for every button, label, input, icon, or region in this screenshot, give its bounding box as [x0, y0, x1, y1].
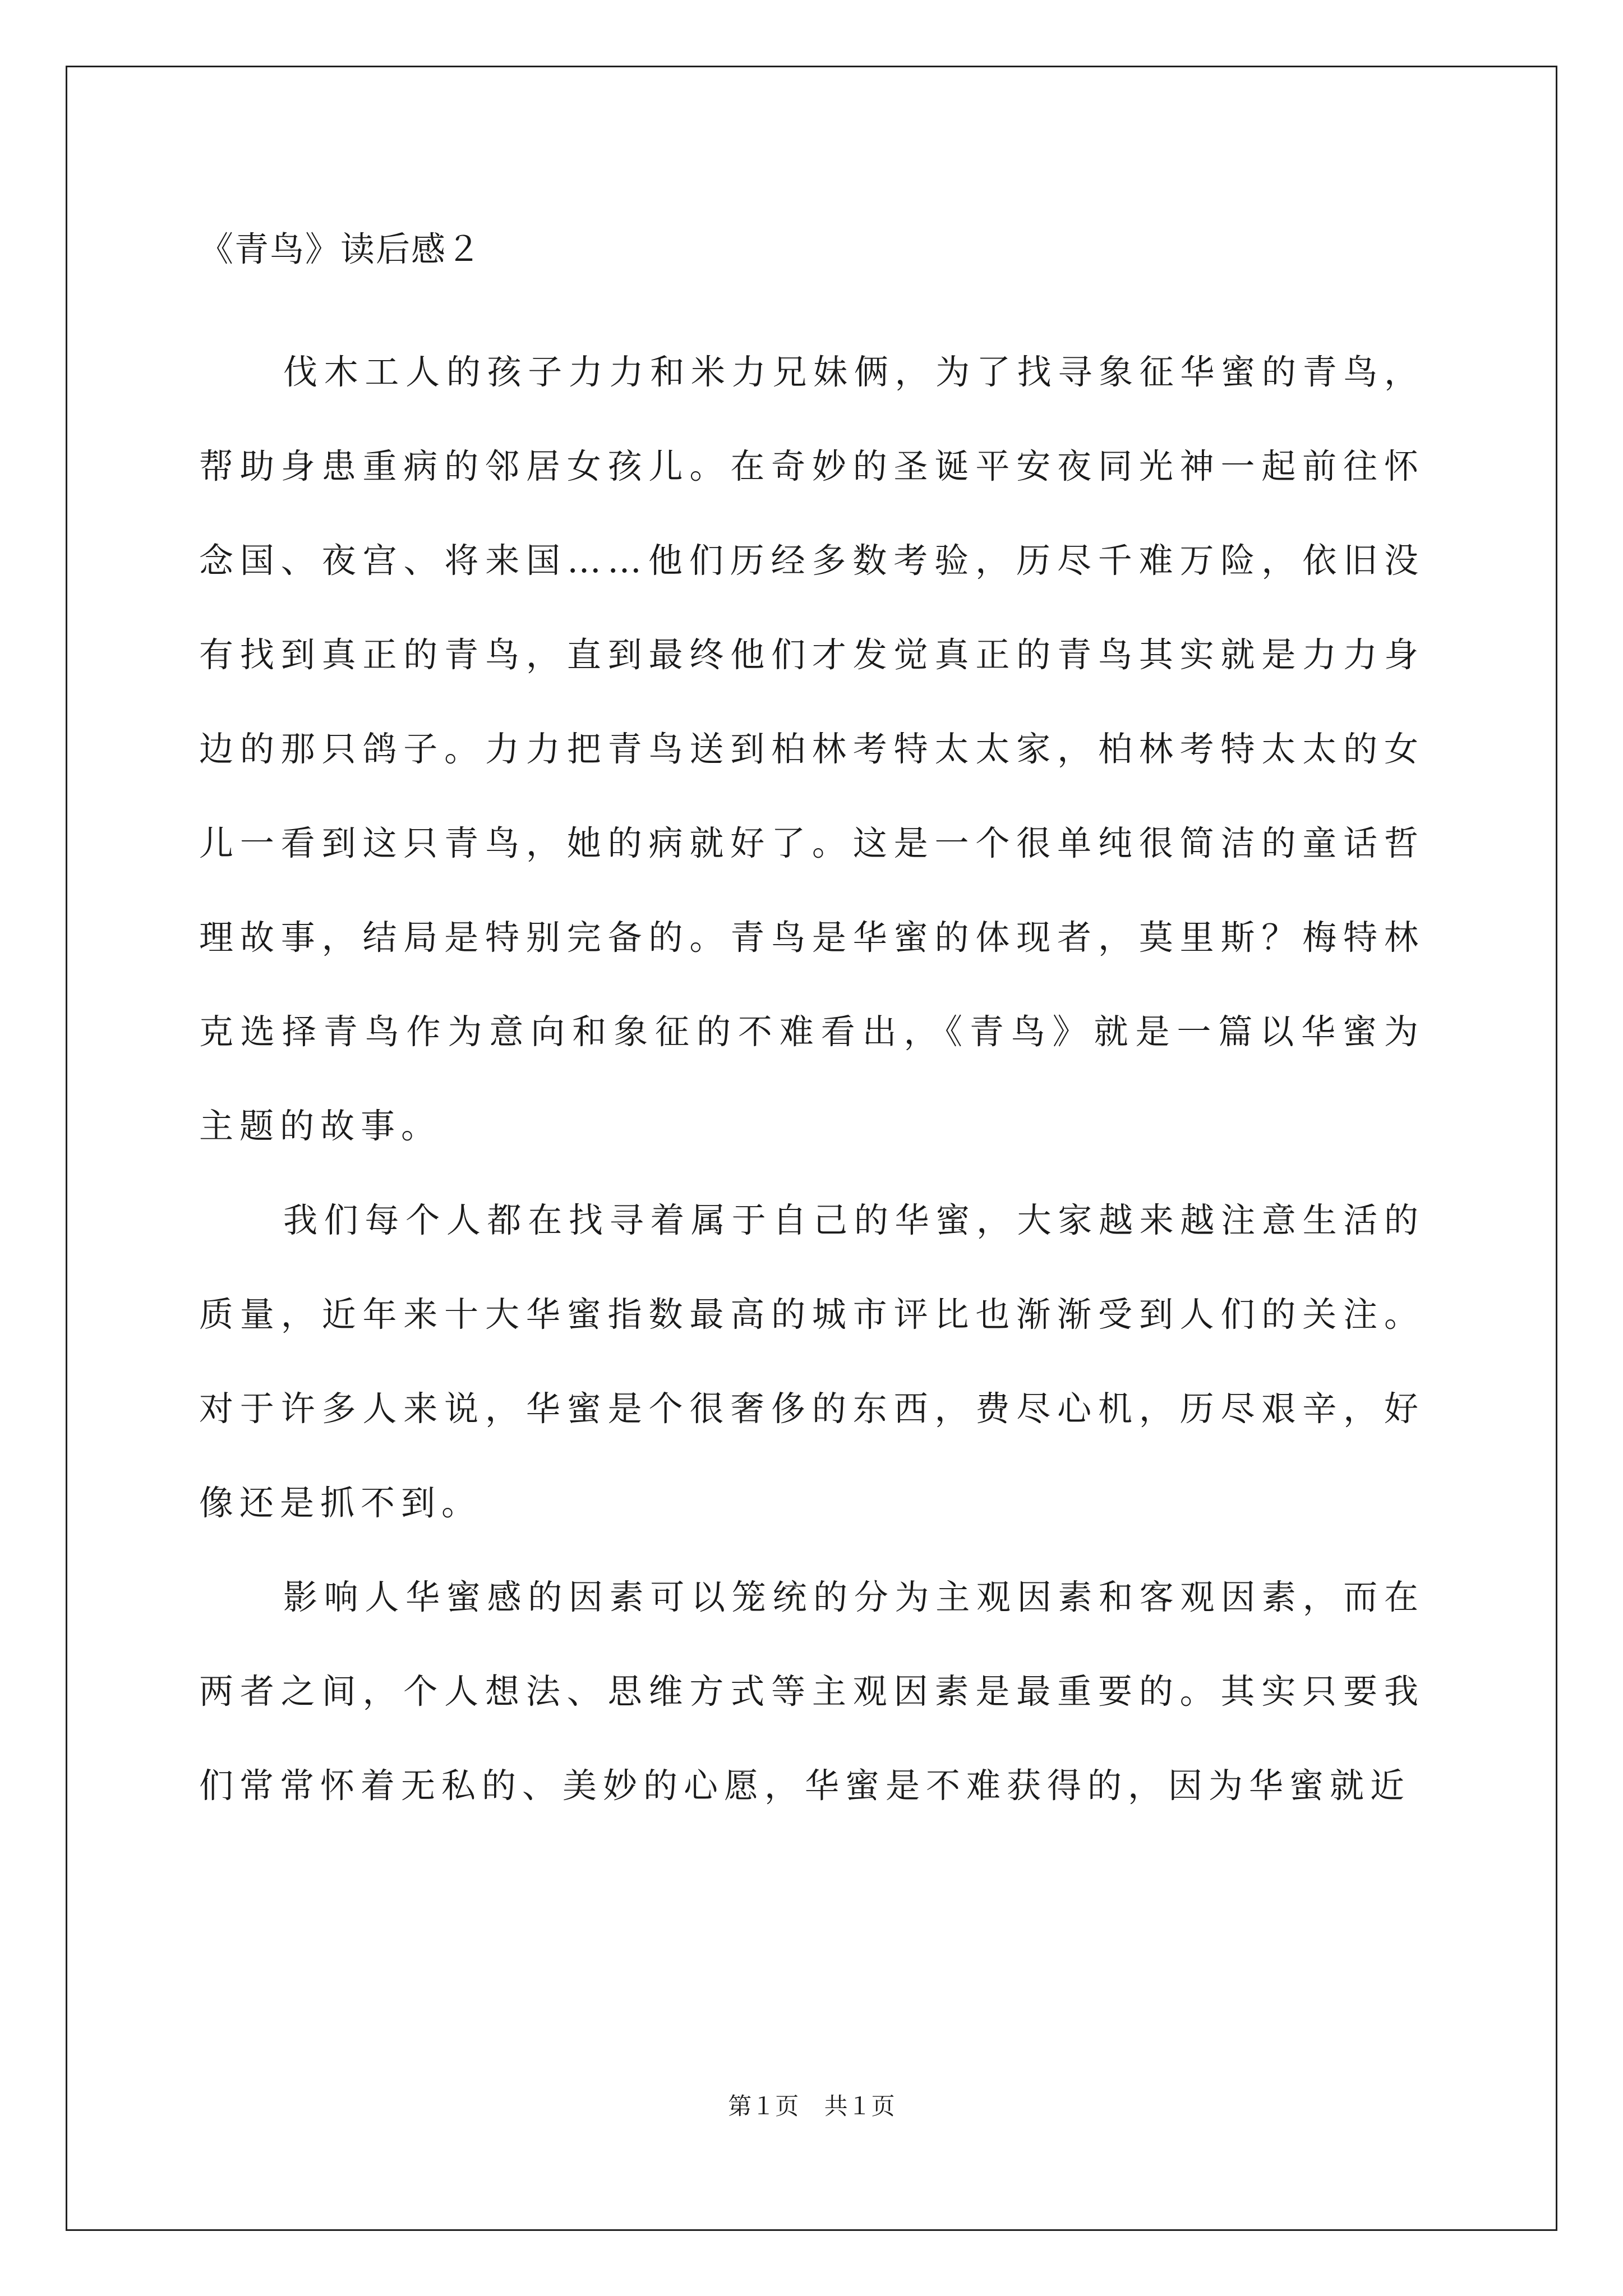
document-title: 《青鸟》读后感２	[199, 229, 482, 269]
paragraph-2: 我们每个人都在找寻着属于自己的华蜜，大家越来越注意生活的质量，近年来十大华蜜指数最高的城市评比也渐渐受到人们的关注。对于许多人来说，华蜜是个很奢侈的东西，费尽心机，历尽艰辛，好像还是抓不到。	[199, 1200, 1424, 1523]
page-footer	[0, 2090, 1623, 2123]
document-body	[199, 222, 1424, 1833]
paragraph-1: 伐木工人的孩子力力和米力兄妹俩，为了找寻象征华蜜的青鸟，帮助身患重病的邻居女孩儿。在奇妙的圣诞平安夜同光神一起前往怀念国、夜宫、将来国……他们历经多数考验，历尽千难万险，依旧没有找到真正的青鸟，直到最终他们才发觉真正的青鸟其实就是力力身边的那只鸽子。力力把青鸟送到柏林考特太太家，柏林考特太太的女儿一看到这只青鸟，她的病就好了。这是一个很单纯很简洁的童话哲理故事，结局是特别完备的。青鸟是华蜜的体现者，莫里斯？梅特林克选择青鸟作为意向和象征的不难看出，《青鸟》就是一篇以华蜜为主题的故事。	[199, 352, 1424, 1146]
page-number: 第１页	[728, 2092, 799, 2120]
paragraph-3: 影响人华蜜感的因素可以笼统的分为主观因素和客观因素，而在两者之间，个人想法、思维方式等主观因素是最重要的。其实只要我们常常怀着无私的、美妙的心愿，华蜜是不难获得的，因为华蜜就近	[199, 1577, 1424, 1806]
page-total: 共１页	[824, 2092, 895, 2120]
